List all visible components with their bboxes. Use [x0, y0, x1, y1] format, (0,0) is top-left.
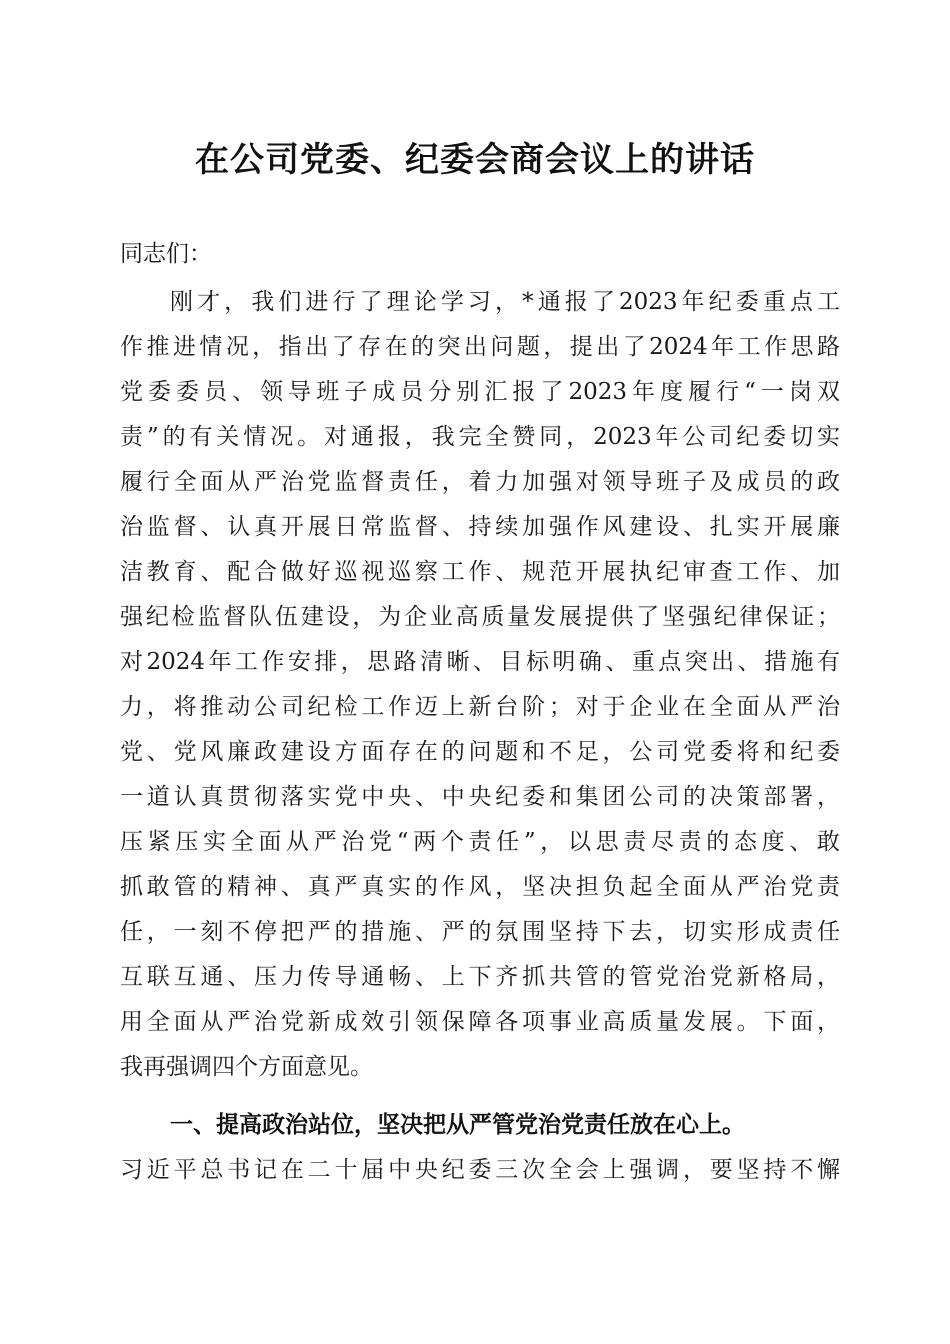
paragraph-line: 作推进情况，指出了存在的突出问题，提出了2024年工作思路	[120, 334, 840, 360]
paragraph-line: 一道认真贯彻落实党中央、中央纪委和集团公司的决策部署，	[120, 784, 840, 810]
paragraph-line: 党、党风廉政建设方面存在的问题和不足，公司党委将和纪委	[120, 739, 840, 765]
paragraph-line: 洁教育、配合做好巡视巡察工作、规范开展执纪审查工作、加	[120, 559, 840, 585]
paragraph-line: 刚才，我们进行了理论学习，*通报了2023年纪委重点工	[170, 289, 840, 315]
paragraph-line: 习近平总书记在二十届中央纪委三次全会上强调，要坚持不懈	[120, 1157, 840, 1183]
paragraph-line: 压紧压实全面从严治党“两个责任”，以思责尽责的态度、敢	[120, 829, 840, 855]
paragraph-line: 抓敢管的精神、真严真实的作风，坚决担负起全面从严治党责	[120, 874, 840, 900]
document-title: 在公司党委、纪委会商会议上的讲话	[195, 140, 755, 180]
paragraph-line: 任，一刻不停把严的措施、严的氛围坚持下去，切实形成责任	[120, 919, 840, 945]
salutation: 同志们：	[120, 241, 212, 267]
paragraph-line: 用全面从严治党新成效引领保障各项事业高质量发展。下面，	[120, 1009, 840, 1035]
section-1-heading: 一、提高政治站位，坚决把从严管党治党责任放在心上。	[170, 1112, 745, 1138]
paragraph-line: 对2024年工作安排，思路清晰、目标明确、重点突出、措施有	[120, 649, 840, 675]
paragraph-line: 党委委员、领导班子成员分别汇报了2023年度履行“一岗双	[120, 379, 840, 405]
document-body	[120, 232, 840, 1193]
paragraph-line: 力，将推动公司纪检工作迈上新台阶；对于企业在全面从严治	[120, 694, 840, 720]
paragraph-line: 我再强调四个方面意见。	[120, 1054, 373, 1080]
paragraph-line: 治监督、认真开展日常监督、持续加强作风建设、扎实开展廉	[120, 514, 840, 540]
paragraph-line: 责”的有关情况。对通报，我完全赞同，2023年公司纪委切实	[120, 424, 840, 450]
paragraph-1	[120, 280, 840, 1090]
paragraph-line: 互联互通、压力传导通畅、上下齐抓共管的管党治党新格局，	[120, 964, 840, 990]
paragraph-line: 履行全面从严治党监督责任，着力加强对领导班子及成员的政	[120, 469, 840, 495]
paragraph-line: 强纪检监督队伍建设，为企业高质量发展提供了坚强纪律保证；	[120, 604, 840, 630]
